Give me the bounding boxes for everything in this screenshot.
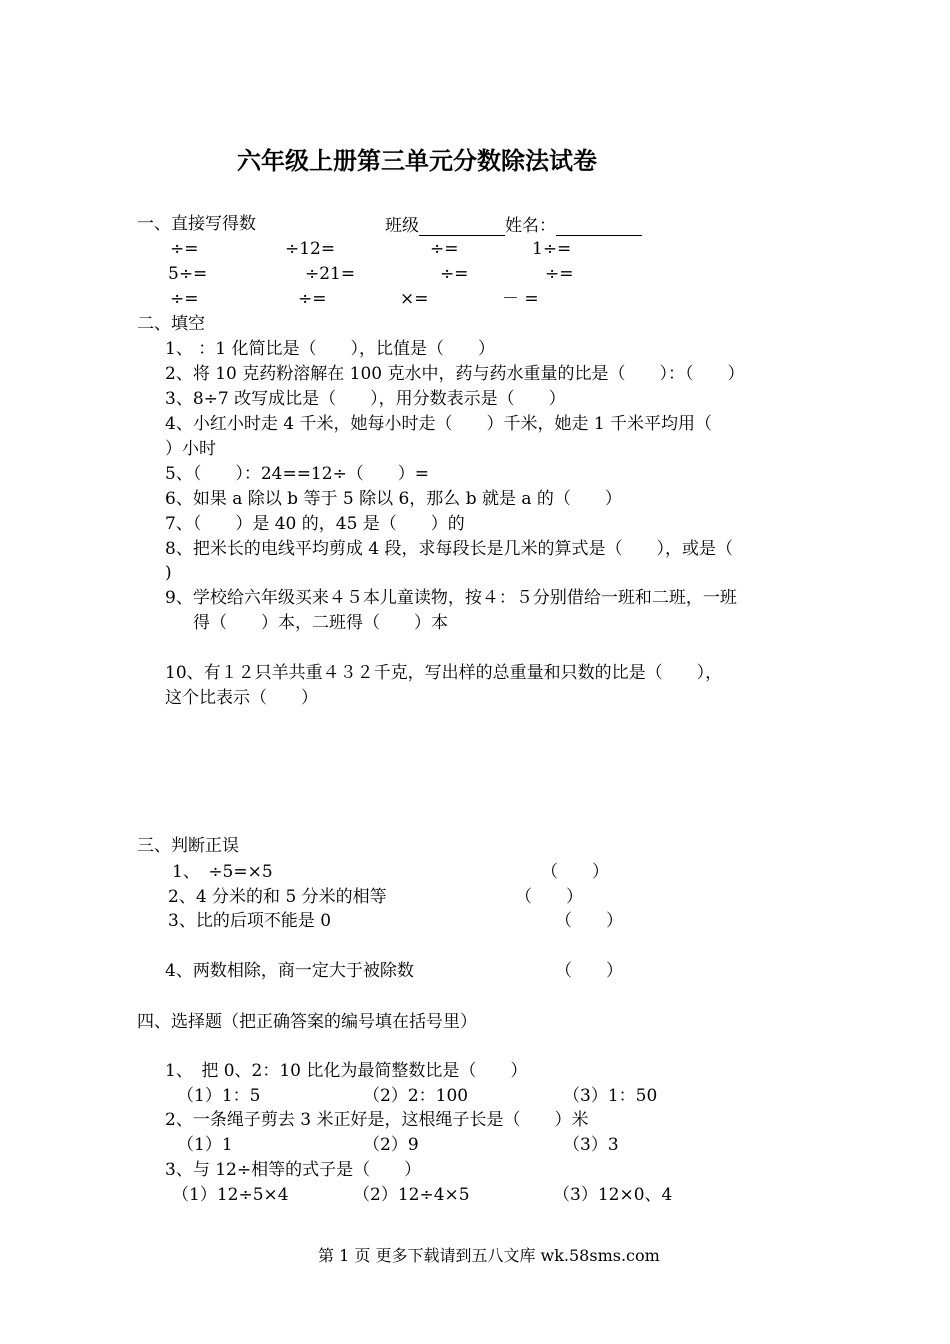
name-blank[interactable] — [556, 217, 642, 236]
fill-item: 4、小红小时走 4 千米，她每小时走（ ）千米，她走 1 千米平均用（ — [165, 414, 713, 434]
choice-option[interactable]: （1）1：5 — [177, 1086, 261, 1106]
calc-item: ÷21= — [305, 264, 356, 284]
judge-item: 2、4 分米的和 5 分米的相等 — [168, 887, 387, 907]
calc-item: ÷= — [298, 289, 327, 309]
fill-item: 7、（ ）是 40 的，45 是（ ）的 — [165, 514, 465, 534]
choice-option[interactable]: （2）9 — [363, 1135, 419, 1155]
fill-item: 10、有１２只羊共重４３２千克，写出样的总重量和只数的比是（ ）， — [165, 663, 723, 683]
fill-item: 9、学校给六年级买来４５本儿童读物，按４：５分别借给一班和二班，一班 — [165, 588, 737, 608]
name-label: 姓名： — [505, 216, 556, 236]
answer-paren[interactable]: （ ） — [555, 961, 623, 981]
answer-paren[interactable]: （ ） — [541, 862, 609, 882]
answer-paren[interactable]: （ ） — [555, 911, 623, 931]
class-name-line — [385, 216, 642, 236]
choice-question: 3、与 12÷相等的式子是（ ） — [165, 1160, 422, 1180]
calc-item: － = — [502, 289, 539, 309]
calc-item: ÷= — [430, 239, 459, 259]
calc-item: ÷= — [440, 264, 469, 284]
choice-question: 2、一条绳子剪去 3 米正好是，这根绳子长是（ ）米 — [165, 1110, 589, 1130]
class-label: 班级 — [385, 216, 419, 236]
section-2-heading: 二、填空 — [137, 314, 205, 334]
fill-item-continued: 这个比表示（ ） — [165, 688, 318, 708]
fill-item-continued: 得（ ）本，二班得（ ）本 — [193, 613, 448, 633]
section-1-heading: 一、直接写得数 — [137, 214, 256, 234]
choice-option[interactable]: （2）2：100 — [363, 1086, 469, 1106]
choice-question: 1、 把 0、2：10 比化为最简整数比是（ ） — [165, 1061, 528, 1081]
fill-item: 1、 ：1 化简比是（ ），比值是（ ） — [165, 339, 495, 359]
fill-item: 5、（ ）：24==12÷（ ）= — [165, 464, 430, 484]
judge-item: 1、 ÷5=×5 — [172, 862, 273, 882]
choice-option[interactable]: （2）12÷4×5 — [353, 1185, 470, 1205]
fill-item: 6、如果 a 除以 b 等于 5 除以 6，那么 b 就是 a 的（ ） — [165, 489, 622, 509]
calc-item: ÷= — [170, 289, 199, 309]
choice-option[interactable]: （1）12÷5×4 — [172, 1185, 289, 1205]
calc-item: ÷= — [170, 239, 199, 259]
calc-item: ×= — [400, 289, 429, 309]
calc-item: 5÷= — [168, 264, 208, 284]
fill-item-continued: ) — [165, 563, 172, 583]
choice-option[interactable]: （3）1：50 — [563, 1086, 658, 1106]
calc-item: ÷12= — [285, 239, 336, 259]
calc-item: 1÷= — [532, 239, 572, 259]
judge-item: 4、两数相除，商一定大于被除数 — [165, 961, 414, 981]
calc-item: ÷= — [545, 264, 574, 284]
judge-item: 3、比的后项不能是 0 — [168, 911, 332, 931]
fill-item: 3、8÷7 改写成比是（ ），用分数表示是（ ） — [165, 389, 566, 409]
answer-paren[interactable]: （ ） — [515, 887, 583, 907]
section-4-heading: 四、选择题（把正确答案的编号填在括号里） — [137, 1012, 477, 1032]
page-title: 六年级上册第三单元分数除法试卷 — [237, 146, 597, 175]
section-3-heading: 三、判断正误 — [137, 836, 239, 856]
fill-item: 2、将 10 克药粉溶解在 100 克水中，药与药水重量的比是（ ）：（ ） — [165, 364, 745, 384]
choice-option[interactable]: （3）12×0、4 — [553, 1185, 673, 1205]
page-footer: 第 1 页 更多下载请到五八文库 wk.58sms.com — [318, 1246, 660, 1265]
class-blank[interactable] — [419, 217, 505, 236]
choice-option[interactable]: （1）1 — [177, 1135, 233, 1155]
fill-item: 8、把米长的电线平均剪成 4 段，求每段长是几米的算式是（ ），或是（ — [165, 539, 733, 559]
choice-option[interactable]: （3）3 — [563, 1135, 619, 1155]
fill-item-continued: ）小时 — [165, 439, 216, 459]
